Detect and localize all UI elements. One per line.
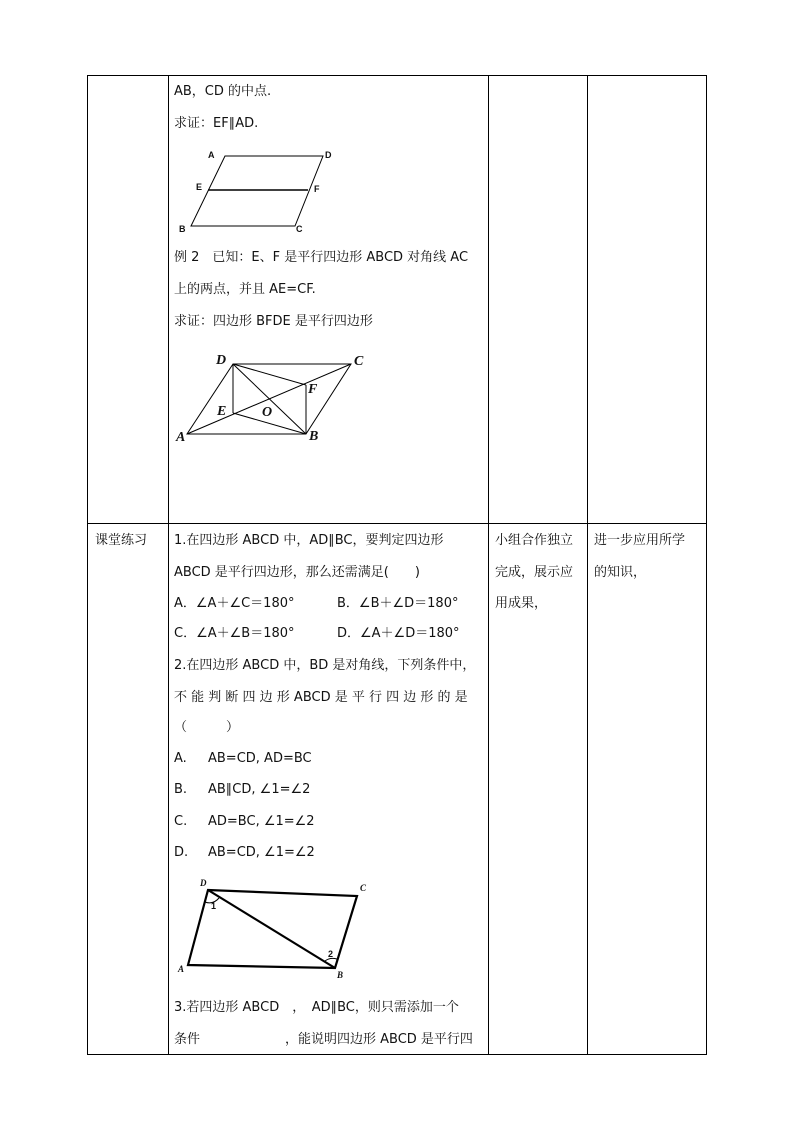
text-line: 2.在四边形 ABCD 中，BD 是对角线，下列条件中， bbox=[174, 658, 476, 673]
label-b: B bbox=[179, 224, 186, 234]
text-line: 1.在四边形 ABCD 中，AD∥BC，要判定四边形 bbox=[174, 533, 444, 548]
activity-text: 用成果， bbox=[495, 596, 548, 611]
option-key: A. bbox=[174, 751, 187, 766]
text-line: 不 能 判 断 四 边 形 ABCD 是 平 行 四 边 形 的 是 bbox=[174, 690, 468, 705]
label-f: F bbox=[314, 184, 320, 194]
row-label: 课堂练习 bbox=[95, 533, 148, 548]
text-line: 例 2 已知：E、F 是平行四边形 ABCD 对角线 AC bbox=[174, 250, 469, 265]
option-text: AB=CD, AD=BC bbox=[208, 751, 312, 766]
label-o: O bbox=[262, 405, 273, 420]
text-line: ABCD 是平行四边形，那么还需满足( ) bbox=[174, 565, 420, 580]
label-a: A bbox=[208, 150, 215, 160]
option-text: B．∠B＋∠D＝180° bbox=[337, 596, 459, 611]
activity-text: 小组合作独立 bbox=[495, 533, 574, 548]
label-c: C bbox=[296, 224, 303, 234]
option-text: AD=BC, ∠1=∠2 bbox=[208, 814, 315, 829]
label-d: D bbox=[325, 150, 332, 160]
option-text: AB=CD, ∠1=∠2 bbox=[208, 845, 315, 860]
option-key: B. bbox=[174, 782, 188, 797]
label-c: C bbox=[354, 354, 364, 369]
option-text: D．∠A＋∠D＝180° bbox=[337, 626, 460, 641]
label-c: C bbox=[360, 883, 367, 893]
text-line: （ ） bbox=[174, 720, 240, 735]
text-line: 求证：EF∥AD. bbox=[174, 116, 259, 131]
angle-label-2: 2 bbox=[328, 949, 334, 959]
option-text: A．∠A＋∠C＝180° bbox=[174, 596, 295, 611]
label-e: E bbox=[196, 182, 203, 192]
label-d: D bbox=[200, 878, 207, 888]
label-a: A bbox=[176, 430, 186, 445]
intent-text: 的知识， bbox=[594, 565, 647, 580]
intent-text: 进一步应用所学 bbox=[594, 533, 686, 548]
label-a: A bbox=[178, 964, 185, 974]
label-b: B bbox=[309, 429, 319, 444]
text-line: AB，CD 的中点. bbox=[174, 84, 272, 99]
label-d: D bbox=[216, 353, 227, 368]
option-text: AB∥CD, ∠1=∠2 bbox=[208, 782, 311, 797]
text-line: 求证：四边形 BFDE 是平行四边形 bbox=[174, 314, 373, 329]
label-b: B bbox=[337, 970, 344, 980]
text-line: 上的两点，并且 AE=CF. bbox=[174, 282, 316, 297]
angle-label-1: 1 bbox=[211, 901, 217, 911]
text-line: 条件 bbox=[174, 1032, 201, 1047]
label-f: F bbox=[308, 382, 318, 397]
option-text: C．∠A＋∠B＝180° bbox=[174, 626, 295, 641]
text-line: 3.若四边形 ABCD ， AD∥BC，则只需添加一个 bbox=[174, 1000, 459, 1015]
option-key: D. bbox=[174, 845, 189, 860]
label-e: E bbox=[217, 404, 227, 419]
activity-text: 完成，展示应 bbox=[495, 565, 574, 580]
text-line: ，能说明四边形 ABCD 是平行四 bbox=[285, 1032, 473, 1047]
option-key: C. bbox=[174, 814, 188, 829]
